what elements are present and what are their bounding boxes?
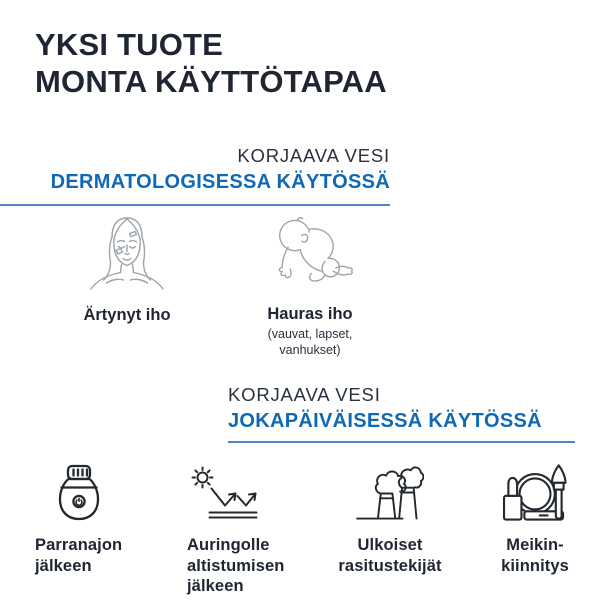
item-label-line: Meikin- [506, 536, 564, 554]
item-sublabel-line1: (vauvat, lapset, [267, 327, 353, 341]
section-title-dermatological: DERMATOLOGISESSA KÄYTÖSSÄ [50, 171, 390, 193]
item-irritated-skin [62, 214, 192, 325]
item-label-makeup-fixing [478, 535, 592, 576]
item-label-line: jälkeen [35, 556, 92, 575]
item-label-line: Ulkoiset [357, 536, 423, 554]
section-kicker: KORJAAVA VESI [237, 145, 390, 166]
item-label-external-stress [329, 535, 451, 576]
makeup-icon [498, 462, 572, 522]
item-label-line: kiinnitys [501, 556, 569, 575]
section-dermatological-header [0, 145, 390, 194]
sun-exposure-icon [189, 465, 259, 521]
item-label-line: Auringolle [187, 536, 270, 554]
page-title-line1: YKSI TUOTE [35, 27, 224, 62]
item-label-line: rasitustekijät [338, 556, 442, 575]
page-title-line2: MONTA KÄYTTÖTAPAA [35, 64, 387, 99]
crawling-baby-icon [245, 217, 375, 293]
item-label-line: Parranajon [35, 536, 123, 554]
item-label-irritated-skin: Ärtynyt iho [83, 306, 171, 324]
item-label-line: jälkeen [187, 577, 244, 595]
factory-pollution-icon [354, 465, 424, 521]
item-label-fragile-skin: Hauras iho [267, 305, 353, 323]
section-divider-line [0, 204, 390, 206]
section-divider-line [228, 441, 575, 443]
page-title [35, 26, 387, 100]
item-label-after-shaving [35, 535, 122, 576]
item-fragile-skin [245, 217, 375, 358]
item-label-after-sun [187, 535, 284, 597]
item-sublabel-line2: vanhukset) [279, 343, 341, 357]
section-title-everyday: JOKAPÄIVÄISESSÄ KÄYTÖSSÄ [228, 410, 542, 432]
irritated-skin-face-icon [62, 214, 192, 294]
section-kicker: KORJAAVA VESI [228, 384, 381, 405]
item-label-line: altistumisen [187, 556, 285, 575]
section-everyday-header [228, 384, 598, 433]
epilator-icon [56, 463, 102, 521]
item-sublabel-fragile-skin [245, 326, 375, 358]
